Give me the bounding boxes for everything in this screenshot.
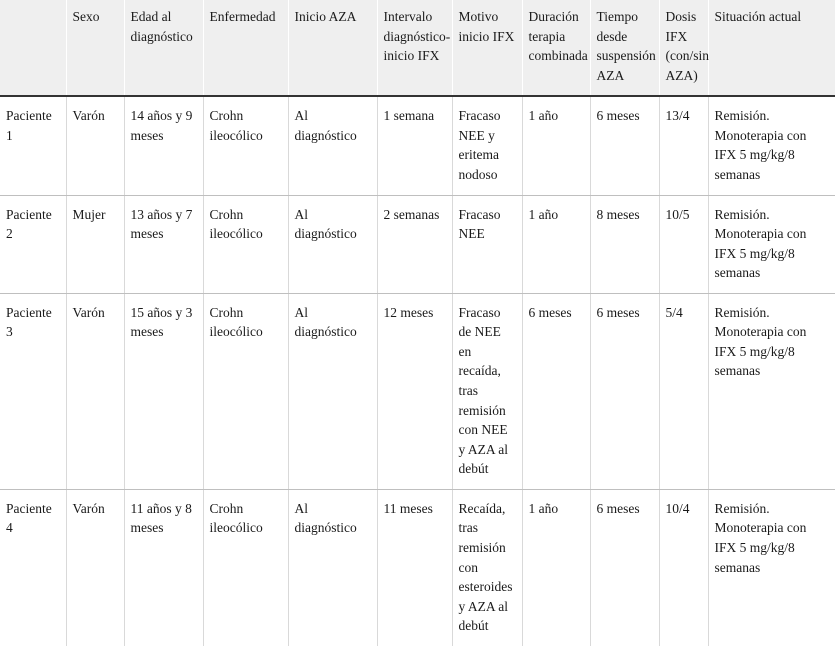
cell-enfermedad: Crohn ileocólico — [203, 293, 288, 489]
cell-edad-diagnostico: 13 años y 7 meses — [124, 195, 203, 293]
cell-motivo-inicio-ifx: Fracaso NEE — [452, 195, 522, 293]
cell-intervalo: 11 meses — [377, 489, 452, 645]
cell-tiempo-suspension-aza: 6 meses — [590, 96, 659, 195]
cell-intervalo: 2 semanas — [377, 195, 452, 293]
cell-dosis-ifx: 10/5 — [659, 195, 708, 293]
column-header-empty — [0, 0, 66, 96]
cell-edad-diagnostico: 11 años y 8 meses — [124, 489, 203, 645]
column-header-enfermedad: Enfermedad — [203, 0, 288, 96]
cell-dosis-ifx: 5/4 — [659, 293, 708, 489]
cell-inicio-aza: Al diagnóstico — [288, 96, 377, 195]
cell-tiempo-suspension-aza: 6 meses — [590, 293, 659, 489]
cell-enfermedad: Crohn ileocólico — [203, 96, 288, 195]
cell-patient-label: Paciente 4 — [0, 489, 66, 645]
table-row — [0, 195, 835, 293]
cell-edad-diagnostico: 15 años y 3 meses — [124, 293, 203, 489]
cell-enfermedad: Crohn ileocólico — [203, 489, 288, 645]
column-header-dosis-ifx: Dosis IFX (con/sin AZA) — [659, 0, 708, 96]
column-header-sexo: Sexo — [66, 0, 124, 96]
cell-tiempo-suspension-aza: 8 meses — [590, 195, 659, 293]
cell-patient-label: Paciente 3 — [0, 293, 66, 489]
column-header-intervalo-diagnostico-inicio-ifx: Intervalo diagnóstico-inicio IFX — [377, 0, 452, 96]
cell-duracion-terapia-combinada: 1 año — [522, 489, 590, 645]
cell-duracion-terapia-combinada: 6 meses — [522, 293, 590, 489]
cell-motivo-inicio-ifx: Recaída, tras remisión con esteroides y AZA al debút — [452, 489, 522, 645]
cell-inicio-aza: Al diagnóstico — [288, 489, 377, 645]
cell-dosis-ifx: 10/4 — [659, 489, 708, 645]
table-header — [0, 0, 835, 96]
table-body — [0, 96, 835, 646]
cell-enfermedad: Crohn ileocólico — [203, 195, 288, 293]
cell-situacion-actual: Remisión. Monoterapia con IFX 5 mg/kg/8 semanas — [708, 293, 835, 489]
cell-inicio-aza: Al diagnóstico — [288, 293, 377, 489]
table-row — [0, 293, 835, 489]
cell-patient-label: Paciente 1 — [0, 96, 66, 195]
cell-motivo-inicio-ifx: Fracaso de NEE en recaída, tras remisión con NEE y AZA al debút — [452, 293, 522, 489]
cell-inicio-aza: Al diagnóstico — [288, 195, 377, 293]
table-header-row — [0, 0, 835, 96]
column-header-situacion-actual: Situación actual — [708, 0, 835, 96]
table-row — [0, 489, 835, 645]
cell-intervalo: 12 meses — [377, 293, 452, 489]
cell-dosis-ifx: 13/4 — [659, 96, 708, 195]
cell-sexo: Varón — [66, 293, 124, 489]
cell-tiempo-suspension-aza: 6 meses — [590, 489, 659, 645]
cell-sexo: Mujer — [66, 195, 124, 293]
column-header-tiempo-desde-suspension-aza: Tiempo desde suspensión AZA — [590, 0, 659, 96]
cell-situacion-actual: Remisión. Monoterapia con IFX 5 mg/kg/8 semanas — [708, 489, 835, 645]
cell-situacion-actual: Remisión. Monoterapia con IFX 5 mg/kg/8 semanas — [708, 195, 835, 293]
cell-duracion-terapia-combinada: 1 año — [522, 96, 590, 195]
column-header-duracion-terapia-combinada: Duración terapia combinada — [522, 0, 590, 96]
column-header-motivo-inicio-ifx: Motivo inicio IFX — [452, 0, 522, 96]
column-header-inicio-aza: Inicio AZA — [288, 0, 377, 96]
cell-sexo: Varón — [66, 489, 124, 645]
cell-patient-label: Paciente 2 — [0, 195, 66, 293]
cell-sexo: Varón — [66, 96, 124, 195]
cell-edad-diagnostico: 14 años y 9 meses — [124, 96, 203, 195]
column-header-edad-diagnostico: Edad al diagnóstico — [124, 0, 203, 96]
table-row — [0, 96, 835, 195]
cell-duracion-terapia-combinada: 1 año — [522, 195, 590, 293]
cell-motivo-inicio-ifx: Fracaso NEE y eritema nodoso — [452, 96, 522, 195]
cell-intervalo: 1 semana — [377, 96, 452, 195]
cell-situacion-actual: Remisión. Monoterapia con IFX 5 mg/kg/8 semanas — [708, 96, 835, 195]
